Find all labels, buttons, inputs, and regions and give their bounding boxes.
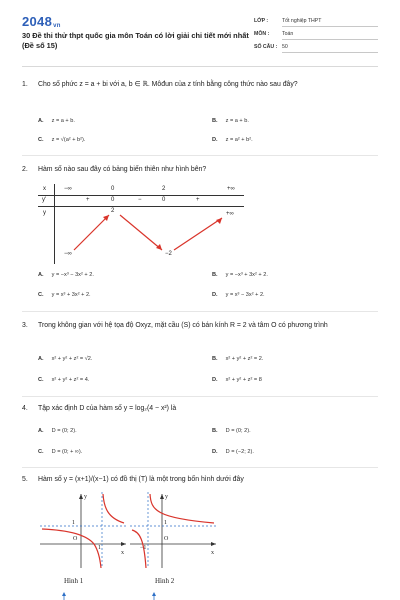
graph-2-tick-x: −1: [140, 545, 147, 551]
site-logo[interactable]: [22, 14, 61, 29]
header-divider: [22, 66, 378, 67]
vt-y-value: −2: [165, 251, 172, 257]
question-number: 2.: [22, 166, 28, 173]
x-axis-arrow: [211, 542, 216, 546]
variation-arrows: [38, 184, 244, 264]
curve-right-branch: [103, 494, 124, 523]
question-4-option-a[interactable]: A. D = (0; 2).: [38, 428, 77, 434]
vt-x-value: 2: [162, 186, 166, 192]
vt-y-value: +∞: [226, 211, 234, 217]
question-number: 5.: [22, 476, 28, 483]
vt-x-label: x: [43, 186, 46, 192]
variation-table: [38, 184, 244, 264]
graph-2-origin: O: [164, 536, 169, 542]
question-stem: Trong không gian với hệ tọa độ Oxyz, mặt cầu (S) có bán kính R = 2 và tâm O có phương trình: [38, 322, 328, 329]
vt-y-value: −∞: [64, 251, 72, 257]
question-stem: Tập xác định D của hàm số y = log₂(4 − x²) là: [38, 405, 177, 412]
question-1-option-d[interactable]: D. z = a² + b².: [212, 137, 253, 143]
question-3-option-b[interactable]: B. x² + y² + z² = 2.: [212, 356, 264, 362]
curve-right-branch: [150, 494, 214, 523]
arrow-increase: [174, 218, 222, 250]
question-2-option-a[interactable]: A. y = −x³ − 3x² + 2.: [38, 272, 94, 278]
question-2-option-d[interactable]: D. y = x³ − 3x² + 2.: [212, 292, 265, 298]
arrow-head: [156, 244, 162, 250]
question-divider: [22, 155, 378, 156]
y-axis-arrow: [79, 494, 83, 499]
meta-value: Tốt nghiệp THPT: [282, 18, 322, 24]
question-1-option-a[interactable]: A. z = a + b.: [38, 118, 75, 124]
vt-x-value: −∞: [64, 186, 72, 192]
question-1-option-c[interactable]: C. z = √(a² + b²).: [38, 137, 86, 143]
graph-2-caption: Hình 2: [155, 577, 175, 585]
question-4-option-c[interactable]: C. D = (0; + ∞).: [38, 449, 83, 455]
question-stem: Cho số phức z = a + bi với a, b ∈ ℝ. Môđun của z tính bằng công thức nào sau đây?: [38, 81, 298, 88]
vt-sign: 0: [111, 197, 115, 203]
arrow-increase: [74, 215, 109, 250]
graph-1-x-label: x: [121, 550, 124, 556]
question-2-option-b[interactable]: B. y = −x³ + 3x² + 2.: [212, 272, 268, 278]
meta-class: [254, 18, 378, 24]
meta-key: LỚP :: [254, 18, 269, 24]
vt-x-value: +∞: [227, 186, 235, 192]
question-stem: Hàm số nào sau đây có bảng biến thiên như hình bên?: [38, 166, 207, 173]
question-divider: [22, 311, 378, 312]
graph-1-tick-x: 1: [98, 545, 101, 551]
partial-axis-arrow: [62, 592, 66, 596]
graph-1-caption: Hình 1: [64, 577, 84, 585]
question-3-option-c[interactable]: C. x² + y² + z² = 4.: [38, 377, 90, 383]
graph-1-origin: O: [73, 536, 78, 542]
graph-2-tick-y: 1: [164, 520, 167, 526]
question-3-option-a[interactable]: A. x² + y² + z² = √2.: [38, 356, 93, 362]
question-4-option-b[interactable]: B. D = (0; 2).: [212, 428, 251, 434]
meta-value: 50: [282, 44, 288, 50]
vt-x-value: 0: [111, 186, 115, 192]
meta-value: Toán: [282, 31, 294, 37]
question-3-option-d[interactable]: D. x² + y² + z² = 8: [212, 377, 262, 383]
meta-question-count: [254, 44, 378, 50]
curve-left-branch: [42, 529, 101, 568]
question-2-option-c[interactable]: C. y = x³ + 3x² + 2.: [38, 292, 91, 298]
logo-sub: vn: [53, 23, 61, 29]
graph-figure-1: [36, 488, 128, 570]
vt-sign: +: [196, 197, 200, 203]
meta-key: MÔN :: [254, 31, 270, 37]
graph-2-y-label: y: [165, 494, 168, 500]
logo-text: 2048: [22, 14, 53, 29]
question-number: 3.: [22, 322, 28, 329]
arrow-decrease: [120, 215, 162, 250]
document-title: 30 Đề thi thử thpt quốc gia môn Toán có lời giải chi tiết mới nhất (Đề số 15): [22, 31, 249, 50]
question-1-option-b[interactable]: B. z = a + b.: [212, 118, 249, 124]
next-graphs-partial: [36, 592, 236, 600]
question-number: 1.: [22, 81, 28, 88]
vt-y-value: 2: [111, 208, 115, 214]
vt-sign: 0: [162, 197, 166, 203]
question-4-option-d[interactable]: D. D = (−2; 2).: [212, 449, 254, 455]
vt-yp-label: y': [42, 197, 47, 203]
graph-1-y-label: y: [84, 494, 87, 500]
partial-axis-arrow: [152, 592, 156, 596]
question-number: 4.: [22, 405, 28, 412]
graph-2-x-label: x: [211, 550, 214, 556]
question-divider: [22, 467, 378, 468]
graph-figure-2: [126, 488, 218, 570]
meta-key: SỐ CÂU :: [254, 44, 278, 50]
vt-y-label: y: [43, 210, 46, 216]
question-divider: [22, 396, 378, 397]
graph-1-tick-y: 1: [72, 520, 75, 526]
y-axis-arrow: [160, 494, 164, 499]
vt-sign: +: [86, 197, 90, 203]
vt-sign: −: [138, 197, 142, 203]
question-stem: Hàm số y = (x+1)/(x−1) có đồ thị (T) là một trong bốn hình dưới đây: [38, 476, 244, 483]
meta-subject: [254, 31, 378, 37]
